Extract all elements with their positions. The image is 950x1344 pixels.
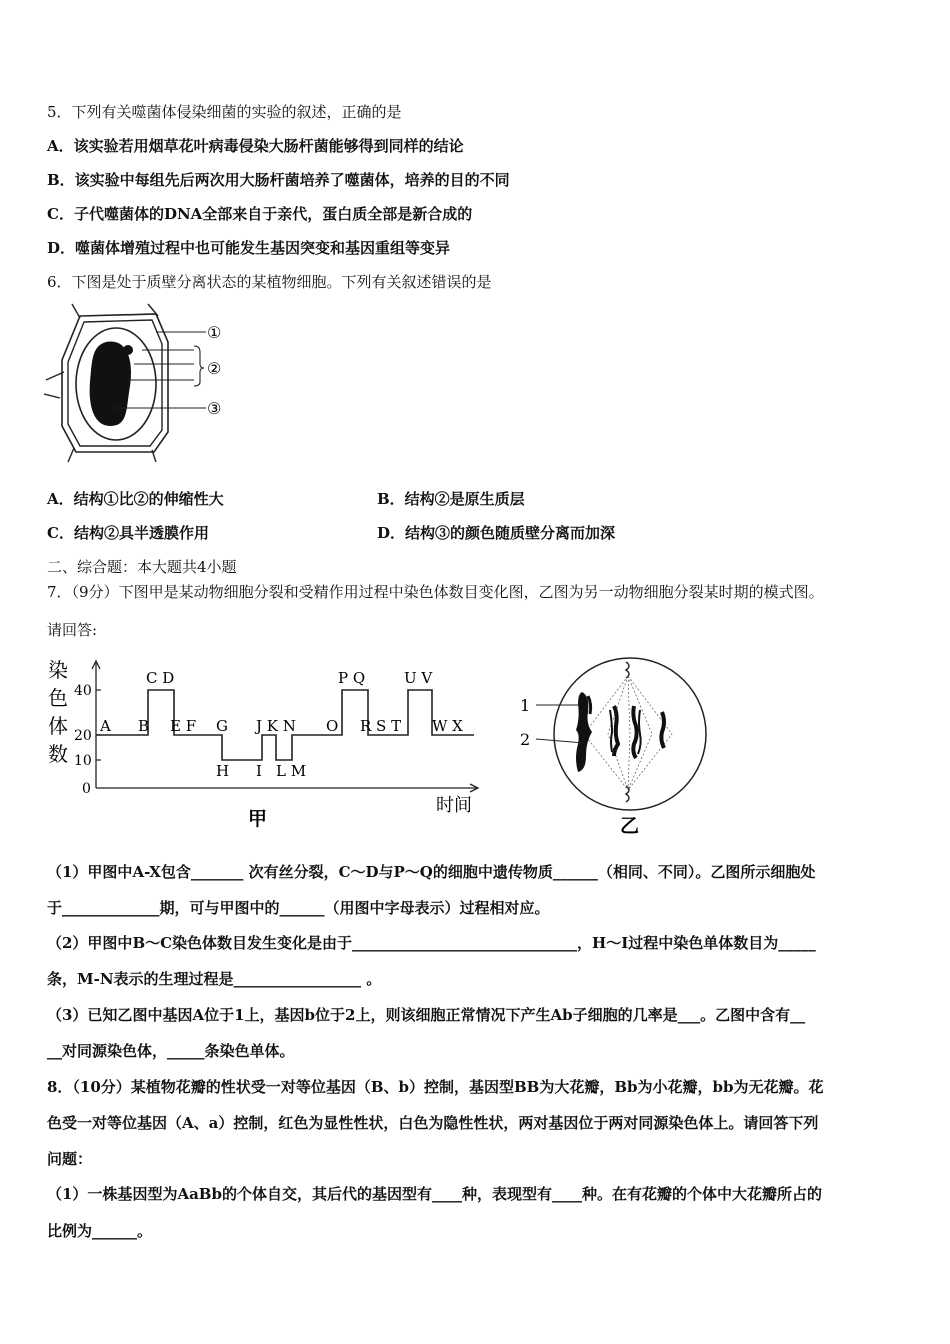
- ytick-0: 0: [82, 781, 91, 797]
- letters-ef: E F: [170, 717, 197, 735]
- letters-jkn: J K N: [256, 717, 296, 735]
- letter-g: G: [216, 717, 228, 735]
- letter-o: O: [326, 717, 339, 735]
- label-2: ②: [207, 359, 222, 378]
- q8-part1-line1: （1）一株基因型为AaBb的个体自交，其后代的基因型有____种，表现型有____种。在有花瓣的个体中大花瓣所占的: [47, 1185, 822, 1203]
- ylabel-char-2: 色: [48, 686, 68, 710]
- q6-option-c: C．结构②具半透膜作用: [47, 524, 209, 542]
- plant-cell-diagram: [44, 302, 234, 464]
- q6-stem: 6．下图是处于质壁分离状态的某植物细胞。下列有关叙述错误的是: [47, 273, 492, 291]
- letters-wx: W X: [432, 717, 463, 735]
- q5-option-b: B．该实验中每组先后两次用大肠杆菌培养了噬菌体，培养的目的不同: [47, 171, 510, 189]
- letter-a: A: [100, 717, 111, 735]
- label-1: ①: [207, 323, 222, 342]
- ytick-10: 10: [74, 753, 92, 769]
- letters-uv: U V: [404, 669, 433, 687]
- q7-part3-line2: __对同源染色体，_____条染色单体。: [47, 1042, 295, 1060]
- q5-option-c: C．子代噬菌体的DNA全部来自于亲代，蛋白质全部是新合成的: [47, 205, 473, 223]
- section-heading: 二、综合题：本大题共4小题: [47, 558, 237, 576]
- q7-part1-line2: 于_____________期，可与甲图中的______（用图中字母表示）过程相对应。: [47, 899, 550, 917]
- letter-i: I: [256, 762, 262, 780]
- q7-stem-2: 请回答:: [47, 621, 98, 639]
- label-chromosome-2: 2: [520, 730, 531, 749]
- caption-jia: 甲: [248, 808, 268, 830]
- q7-part2-line2: 条，M-N表示的生理过程是_________________ 。: [47, 970, 382, 988]
- q7-part3-line1: （3）已知乙图中基因A位于1上，基因b位于2上，则该细胞正常情况下产生Ab子细胞的几率是___。乙图中含有__: [47, 1006, 806, 1024]
- label-3: ③: [207, 399, 222, 418]
- ytick-20: 20: [74, 728, 92, 744]
- letters-lm: L M: [276, 762, 307, 780]
- q8-line3: 问题：: [47, 1150, 93, 1168]
- q6-option-a: A．结构①比②的伸缩性大: [47, 490, 224, 508]
- q6-option-b: B．结构②是原生质层: [377, 490, 525, 508]
- ylabel-char-1: 染: [48, 658, 68, 682]
- q5-option-a: A．该实验若用烟草花叶病毒侵染大肠杆菌能够得到同样的结论: [47, 137, 464, 155]
- chromosome-number-graph: [44, 655, 484, 835]
- q7-stem: 7．（9分）下图甲是某动物细胞分裂和受精作用过程中染色体数目变化图，乙图为另一动物细胞分裂某时期的模式图。: [47, 583, 824, 601]
- caption-yi: 乙: [620, 815, 640, 837]
- ylabel-char-3: 体: [48, 714, 68, 738]
- q8-part1-line2: 比例为______。: [47, 1222, 153, 1240]
- letters-rst: R S T: [360, 717, 402, 735]
- letter-b: B: [138, 717, 150, 735]
- dividing-cell-diagram: [512, 652, 708, 838]
- ytick-40: 40: [74, 683, 92, 699]
- letter-h: H: [216, 762, 230, 780]
- label-chromosome-1: 1: [520, 696, 531, 715]
- q5-option-d: D．噬菌体增殖过程中也可能发生基因突变和基因重组等变异: [47, 239, 451, 257]
- letters-pq: P Q: [338, 669, 366, 687]
- q6-option-d: D．结构③的颜色随质壁分离而加深: [377, 524, 616, 542]
- q5-stem: 5．下列有关噬菌体侵染细菌的实验的叙述，正确的是: [47, 103, 402, 121]
- q7-part2-line1: （2）甲图中B～C染色体数目发生变化是由于______________________________，H～I过程中染色单体数目为_____: [47, 934, 816, 952]
- q7-part1-line1: （1）甲图中A-X包含_______ 次有丝分裂，C～D与P～Q的细胞中遗传物质______（相同、不同）。乙图所示细胞处: [47, 863, 816, 881]
- letters-cd: C D: [146, 669, 175, 687]
- ylabel-char-4: 数: [48, 742, 68, 766]
- q8-line1: 8．（10分）某植物花瓣的性状受一对等位基因（B、b）控制，基因型BB为大花瓣，Bb为小花瓣，bb为无花瓣。花: [47, 1078, 824, 1096]
- xlabel: 时间: [436, 795, 472, 816]
- q8-line2: 色受一对等位基因（A、a）控制，红色为显性性状，白色为隐性性状，两对基因位于两对同源染色体上。请回答下列: [47, 1114, 819, 1132]
